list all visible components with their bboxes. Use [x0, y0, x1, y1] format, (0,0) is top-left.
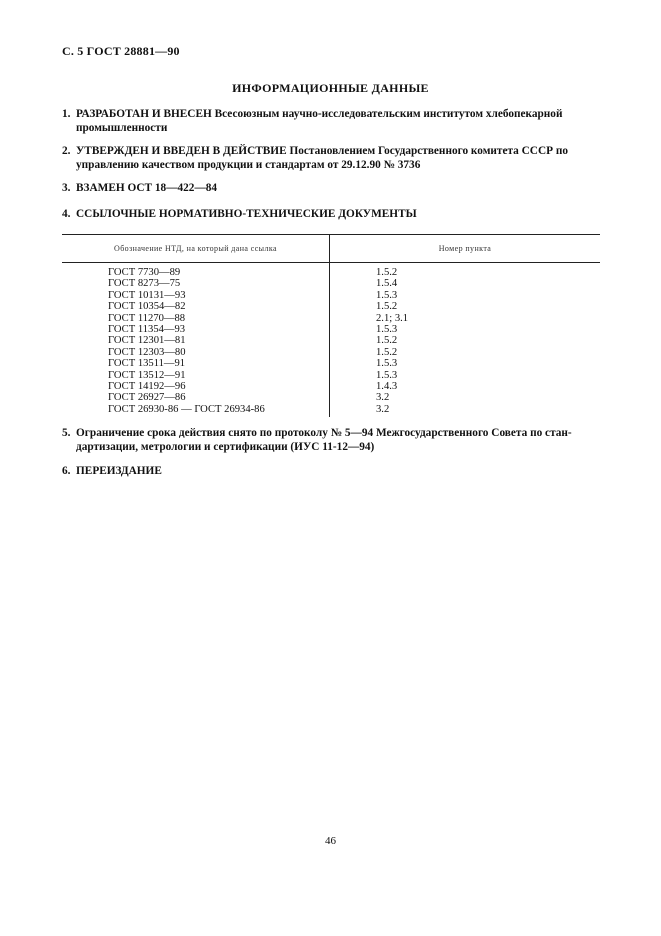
item-number: 1. — [62, 108, 71, 120]
table-cell-clause: 1.5.4 — [376, 278, 398, 290]
info-item-3 — [62, 182, 602, 196]
table-cell-clause: 1.4.3 — [376, 380, 398, 392]
table-cell-clause: 1.5.3 — [376, 369, 398, 381]
table-cell-clause: 1.5.3 — [376, 358, 398, 370]
table-cell-document: ГОСТ 12301—81 — [108, 335, 186, 347]
table-cell-document: ГОСТ 10354—82 — [108, 301, 186, 313]
table-cell-document: ГОСТ 26930-86 — ГОСТ 26934-86 — [108, 403, 265, 415]
column-clauses — [330, 263, 600, 417]
table-cell-document: ГОСТ 10131—93 — [108, 289, 186, 301]
item-text-continued: дартизации, метрологии и сертификации (ИУС 11-12—94) — [76, 440, 375, 453]
item-text: ПЕРЕИЗДАНИЕ — [76, 465, 162, 477]
item-text-continued: управлению качеством продукции и стандартам от 29.12.90 № 3736 — [76, 158, 421, 171]
info-item-5 — [62, 427, 602, 454]
item-text: ВЗАМЕН ОСТ 18—422—84 — [76, 182, 218, 194]
table-cell-document: ГОСТ 11270—88 — [108, 312, 186, 324]
info-item-2 — [62, 145, 602, 172]
table-cell-document: ГОСТ 13511—91 — [108, 358, 186, 370]
table-cell-document: ГОСТ 7730—89 — [108, 267, 181, 278]
item-number: 3. — [62, 182, 71, 194]
col-header-clause: Номер пункта — [438, 244, 492, 253]
page-number: 46 — [325, 835, 336, 847]
table-cell-clause: 1.5.3 — [376, 323, 398, 335]
col-header-document: Обозначение НТД, на который дана ссылка — [62, 235, 330, 262]
table-cell-document: ГОСТ 8273—75 — [108, 278, 181, 290]
item-text: Ограничение срока действия снято по протоколу № 5—94 Межгосударственного Совета по стан- — [76, 427, 572, 439]
table-body — [62, 263, 600, 417]
table-cell-document: ГОСТ 13512—91 — [108, 369, 186, 381]
table-cell-clause: 1.5.2 — [376, 301, 398, 313]
table-cell-document: ГОСТ 26927—86 — [108, 392, 186, 404]
table-cell-clause: 3.2 — [376, 403, 390, 415]
table-cell-clause: 1.5.2 — [376, 346, 398, 358]
table-header — [62, 235, 600, 263]
column-documents — [62, 263, 330, 417]
page-header: С. 5 ГОСТ 28881—90 — [62, 44, 180, 58]
item-text: УТВЕРЖДЕН И ВВЕДЕН В ДЕЙСТВИЕ Постановлением Государственного комитета СССР по — [76, 145, 568, 157]
info-item-6 — [62, 465, 602, 479]
item-text: ССЫЛОЧНЫЕ НОРМАТИВНО-ТЕХНИЧЕСКИЕ ДОКУМЕНТЫ — [76, 208, 417, 220]
info-item-4 — [62, 208, 602, 222]
item-number: 4. — [62, 208, 71, 220]
table-cell-document: ГОСТ 12303—80 — [108, 346, 186, 358]
item-number: 5. — [62, 427, 71, 439]
table-cell-clause: 3.2 — [376, 392, 390, 404]
table-cell-document: ГОСТ 11354—93 — [108, 323, 186, 335]
item-text-continued: промышленности — [76, 121, 168, 134]
item-number: 2. — [62, 145, 71, 157]
table-cell-clause: 1.5.2 — [376, 335, 398, 347]
table-cell-document: ГОСТ 14192—96 — [108, 380, 186, 392]
section-title: ИНФОРМАЦИОННЫЕ ДАННЫЕ — [232, 81, 429, 95]
table-cell-clause: 1.5.2 — [376, 267, 398, 278]
table-cell-clause: 2.1; 3.1 — [376, 312, 409, 324]
info-item-1 — [62, 108, 602, 135]
reference-table — [62, 234, 600, 417]
item-text: РАЗРАБОТАН И ВНЕСЕН Всесоюзным научно-исследовательским институтом хлебопекарной — [76, 108, 563, 120]
table-cell-clause: 1.5.3 — [376, 289, 398, 301]
item-number: 6. — [62, 465, 71, 477]
